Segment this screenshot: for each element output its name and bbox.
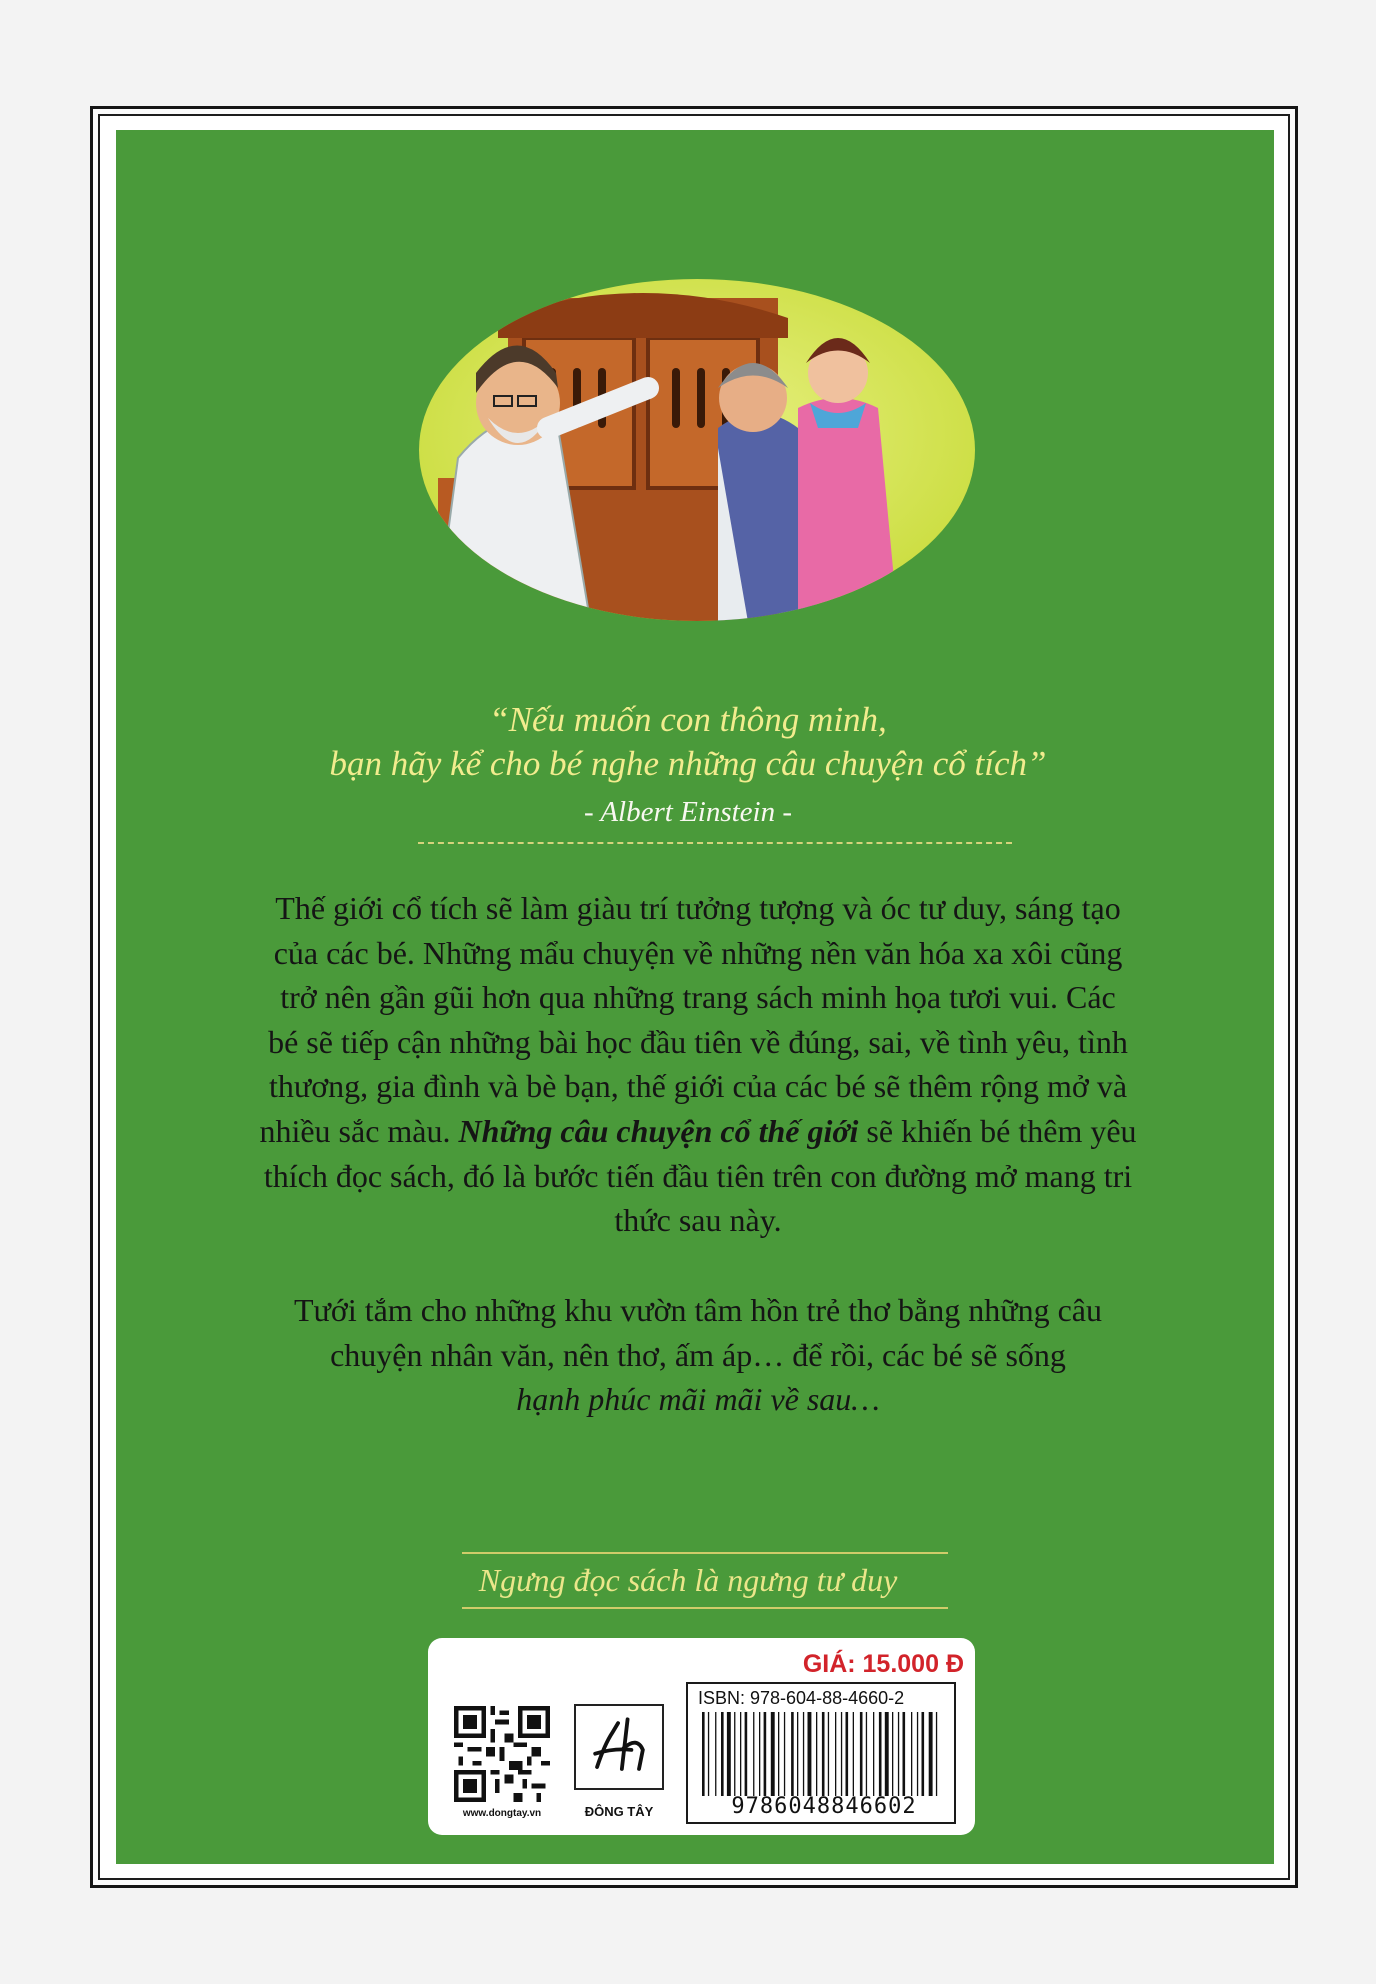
description-paragraph-2 [218,1288,1178,1422]
motto: Ngưng đọc sách là ngưng tư duy [478,1562,898,1598]
text-line: bé sẽ tiếp cận những bài học đầu tiên về đúng, sai, về tình yêu, tình [268,1023,1128,1060]
text-line: chuyện nhân văn, nên thơ, ấm áp… để rồi, các bé sẽ sống [330,1336,1066,1373]
quote-line-2: bạn hãy kể cho bé nghe những câu chuyện cổ tích” [329,744,1047,783]
oval-illustration [418,278,976,622]
qr-code-icon [454,1706,550,1802]
text-line: thích đọc sách, đó là bước tiến đầu tiên trên con đường mở mang tri [263,1157,1133,1194]
text-line: của các bé. Những mẩu chuyện về những nền văn hóa xa xôi cũng [273,934,1123,971]
text-line [218,1109,1178,1154]
description-paragraph-1 [218,886,1178,1243]
barcode-number: 9786048846602 [731,1794,917,1819]
text-line: Thế giới cổ tích sẽ làm giàu trí tưởng tượng và óc tư duy, sáng tạo [275,890,1121,926]
publisher-name: ĐÔNG TÂY [584,1804,654,1819]
book-title: Những câu chuyện cổ thế giới [458,1112,859,1149]
motto-rule-bottom [462,1607,948,1609]
text-run: nhiều sắc màu. [259,1112,459,1149]
text-line: thức sau này. [614,1202,782,1239]
text-line: Tưới tắm cho những khu vườn tâm hồn trẻ thơ bằng những câu [294,1292,1102,1328]
price: GIÁ: 15.000 Đ [802,1650,964,1678]
barcode-icon [700,1712,944,1796]
quote-line-1: “Nếu muốn con thông minh, [489,700,887,739]
text-line: trở nên gần gũi hơn qua những trang sách minh họa tươi vui. Các [280,979,1116,1016]
quote-author: - Albert Einstein - [583,796,793,828]
text-line-italic: hạnh phúc mãi mãi về sau… [516,1381,880,1418]
publisher-logo-icon [574,1704,664,1790]
motto-rule-top [462,1552,948,1554]
dashed-divider [418,842,1012,844]
text-run: sẽ khiến bé thêm yêu [858,1112,1137,1149]
text-line: thương, gia đình và bè bạn, thế giới của các bé sẽ thêm rộng mở và [268,1068,1128,1105]
isbn: ISBN: 978-604-88-4660-2 [698,1688,905,1708]
website-url: www.dongtay.vn [462,1808,542,1819]
